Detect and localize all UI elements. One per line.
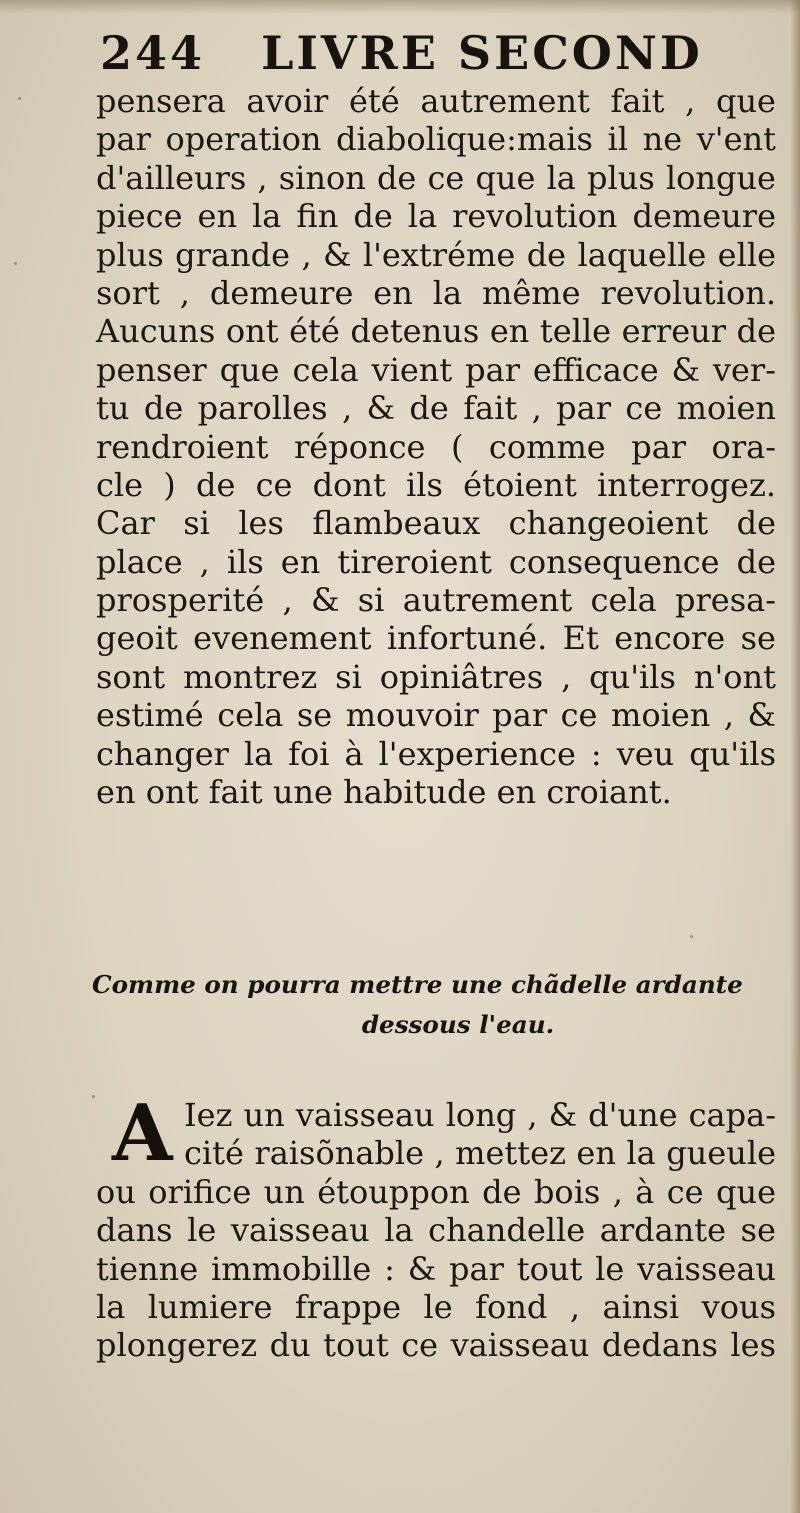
section-heading bbox=[88, 965, 768, 1045]
text-line: Iez un vaisseau long , & d'une capa- bbox=[184, 1096, 777, 1134]
section-heading-line-2: dessous l'eau. bbox=[361, 1010, 555, 1039]
text-line: cité raisõnable , mettez en la gueule bbox=[184, 1134, 777, 1173]
running-title: LIVRE SECOND bbox=[261, 26, 703, 80]
running-header bbox=[100, 26, 703, 84]
text-line: plus grande , & l'extréme de laquelle elle bbox=[96, 235, 777, 274]
text-line: sort , demeure en la même revolution. bbox=[96, 273, 777, 312]
text-line: sont montrez si opiniâtres , qu'ils n'ont bbox=[96, 657, 776, 696]
text-line: penser que cela vient par efficace & ver- bbox=[96, 350, 777, 389]
text-line: plongerez du tout ce vaisseau dedans les bbox=[96, 1326, 777, 1365]
text-line: geoit evenement infortuné. Et encore se bbox=[96, 619, 776, 658]
text-line: en ont fait une habitude en croiant. bbox=[96, 773, 672, 812]
paragraph-2 bbox=[96, 1088, 777, 1365]
text-line: Aucuns ont été detenus en telle erreur de bbox=[96, 312, 777, 351]
text-line: rendroient réponce ( comme par ora- bbox=[96, 427, 777, 466]
text-line: prosperité , & si autrement cela presa- bbox=[96, 581, 777, 620]
text-line: changer la foi à l'experience : veu qu'ils bbox=[96, 734, 776, 773]
text-line: la lumiere frappe le fond , ainsi vous bbox=[96, 1287, 776, 1326]
paper-speck bbox=[690, 935, 693, 938]
paper-speck bbox=[14, 262, 17, 265]
page-number: 244 bbox=[100, 26, 206, 80]
paper-speck bbox=[18, 97, 21, 100]
text-line: Car si les flambeaux changeoient de bbox=[96, 504, 777, 543]
text-line: place , ils en tireroient consequence de bbox=[96, 542, 777, 581]
page-top-shadow bbox=[0, 0, 800, 14]
drop-capital: A bbox=[112, 1088, 173, 1179]
text-line: cle ) de ce dont ils étoient interrogez. bbox=[96, 465, 776, 504]
page-right-edge bbox=[790, 0, 800, 1513]
paper-speck bbox=[92, 1095, 95, 1098]
section-heading-line-1: Comme on pourra mettre une chãdelle ardante bbox=[92, 970, 743, 999]
text-line: ou orifice un étouppon de bois , à ce que bbox=[96, 1172, 777, 1211]
text-line: pensera avoir été autrement fait , que bbox=[96, 82, 776, 120]
text-line: piece en la fin de la revolution demeure bbox=[96, 197, 777, 236]
text-line: dans le vaisseau la chandelle ardante se bbox=[96, 1211, 776, 1250]
text-line: tienne immobille : & par tout le vaisseau bbox=[96, 1249, 777, 1288]
text-line: tu de parolles , & de fait , par ce moien bbox=[96, 389, 777, 428]
text-line: d'ailleurs , sinon de ce que la plus longue bbox=[96, 158, 776, 197]
paragraph-1 bbox=[96, 82, 776, 811]
text-line: par operation diabolique:mais il ne v'ent bbox=[96, 120, 777, 159]
text-line: estimé cela se mouvoir par ce moien , & bbox=[96, 696, 776, 735]
